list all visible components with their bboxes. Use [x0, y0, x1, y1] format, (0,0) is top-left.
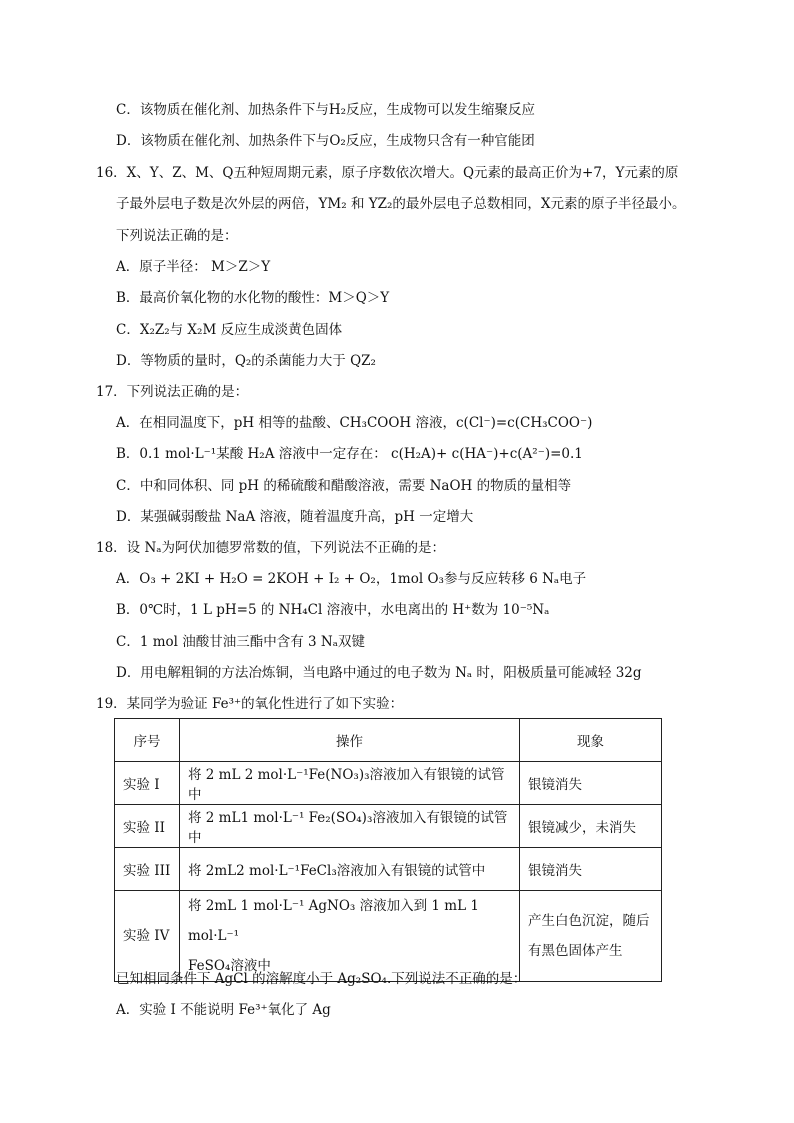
q17-option-b: B．0.1 mol·L⁻¹某酸 H₂A 溶液中一定存在： c(H₂A)+ c(HA⁻)+c(A²⁻)=0.1	[116, 446, 583, 462]
q19-note: 已知相同条件下 AgCl 的溶解度小于 Ag₂SO₄.下列说法不正确的是：	[116, 971, 527, 987]
row-id: 实验 I	[115, 762, 180, 805]
header-observation: 现象	[520, 719, 662, 762]
row-operation-line1: 将 2mL 1 mol·L⁻¹ AgNO₃ 溶液加入到 1 mL 1 mol·L⁻¹	[188, 898, 479, 944]
row-operation-line2: FeSO₄溶液中	[188, 958, 271, 974]
q18-option-d: D．用电解粗铜的方法冶炼铜，当电路中通过的电子数为 Nₐ 时，阳极质量可能减轻 32g	[116, 665, 642, 681]
q15-option-d: D．该物质在催化剂、加热条件下与O₂反应，生成物只含有一种官能团	[116, 133, 535, 149]
q18-option-c: C．1 mol 油酸甘油三酯中含有 3 Nₐ双键	[116, 634, 365, 650]
q16-option-b: B．最高价氧化物的水化物的酸性：M＞Q＞Y	[116, 290, 390, 306]
q18-option-a: A．O₃ + 2KI + H₂O = 2KOH + I₂ + O₂，1mol O₃参与反应转移 6 Nₐ电子	[116, 571, 587, 587]
q16-option-c: C．X₂Z₂与 X₂M 反应生成淡黄色固体	[116, 322, 343, 338]
header-index: 序号	[115, 719, 180, 762]
q19-option-a: A．实验 I 不能说明 Fe³⁺氧化了 Ag	[116, 1002, 331, 1018]
table-header-row	[115, 719, 662, 762]
header-operation: 操作	[180, 719, 520, 762]
q18-option-b: B．0℃时，1 L pH=5 的 NH₄Cl 溶液中，水电离出的 H⁺数为 10⁻⁵Nₐ	[116, 602, 550, 618]
q17-option-c: C．中和同体积、同 pH 的稀硫酸和醋酸溶液，需要 NaOH 的物质的量相等	[116, 478, 572, 494]
row-observation-line1: 产生白色沉淀，随后	[528, 913, 650, 929]
row-operation: 将 2 mL1 mol·L⁻¹ Fe₂(SO₄)₃溶液加入有银镜的试管中	[180, 805, 520, 848]
row-observation: 银镜消失	[520, 762, 662, 805]
q16-option-a: A．原子半径： M＞Z＞Y	[116, 259, 271, 275]
row-operation	[180, 891, 520, 982]
q16-option-d: D．等物质的量时，Q₂的杀菌能力大于 QZ₂	[116, 353, 376, 369]
row-id: 实验 III	[115, 848, 180, 891]
q15-option-c: C．该物质在催化剂、加热条件下与H₂反应，生成物可以发生缩聚反应	[116, 102, 536, 118]
q17-stem: 17．下列说法正确的是：	[96, 384, 249, 400]
row-observation-line2: 有黑色固体产生	[528, 943, 623, 959]
q16-stem-line3: 下列说法正确的是：	[116, 228, 238, 244]
table-row	[115, 848, 662, 891]
row-id: 实验 II	[115, 805, 180, 848]
row-observation: 银镜消失	[520, 848, 662, 891]
table-row	[115, 805, 662, 848]
q17-option-a: A．在相同温度下，pH 相等的盐酸、CH₃COOH 溶液，c(Cl⁻)=c(CH₃COO⁻)	[116, 415, 593, 431]
q18-stem: 18．设 Nₐ为阿伏加德罗常数的值，下列说法不正确的是：	[96, 540, 445, 556]
q16-stem-line1: 16．X、Y、Z、M、Q五种短周期元素，原子序数依次增大。Q元素的最高正价为+7，Y元素的原	[96, 165, 679, 181]
experiment-table	[114, 718, 662, 982]
q16-stem-line2: 子最外层电子数是次外层的两倍，YM₂ 和 YZ₂的最外层电子总数相同，X元素的原子半径最小。	[116, 196, 686, 212]
row-id: 实验 IV	[115, 891, 180, 982]
row-operation: 将 2mL2 mol·L⁻¹FeCl₃溶液加入有银镜的试管中	[180, 848, 520, 891]
row-observation	[520, 891, 662, 982]
q17-option-d: D．某强碱弱酸盐 NaA 溶液，随着温度升高，pH 一定增大	[116, 509, 474, 525]
table-row	[115, 762, 662, 805]
q19-stem: 19．某同学为验证 Fe³⁺的氧化性进行了如下实验：	[96, 696, 404, 712]
table-row	[115, 891, 662, 982]
row-observation: 银镜减少，未消失	[520, 805, 662, 848]
row-operation: 将 2 mL 2 mol·L⁻¹Fe(NO₃)₃溶液加入有银镜的试管中	[180, 762, 520, 805]
